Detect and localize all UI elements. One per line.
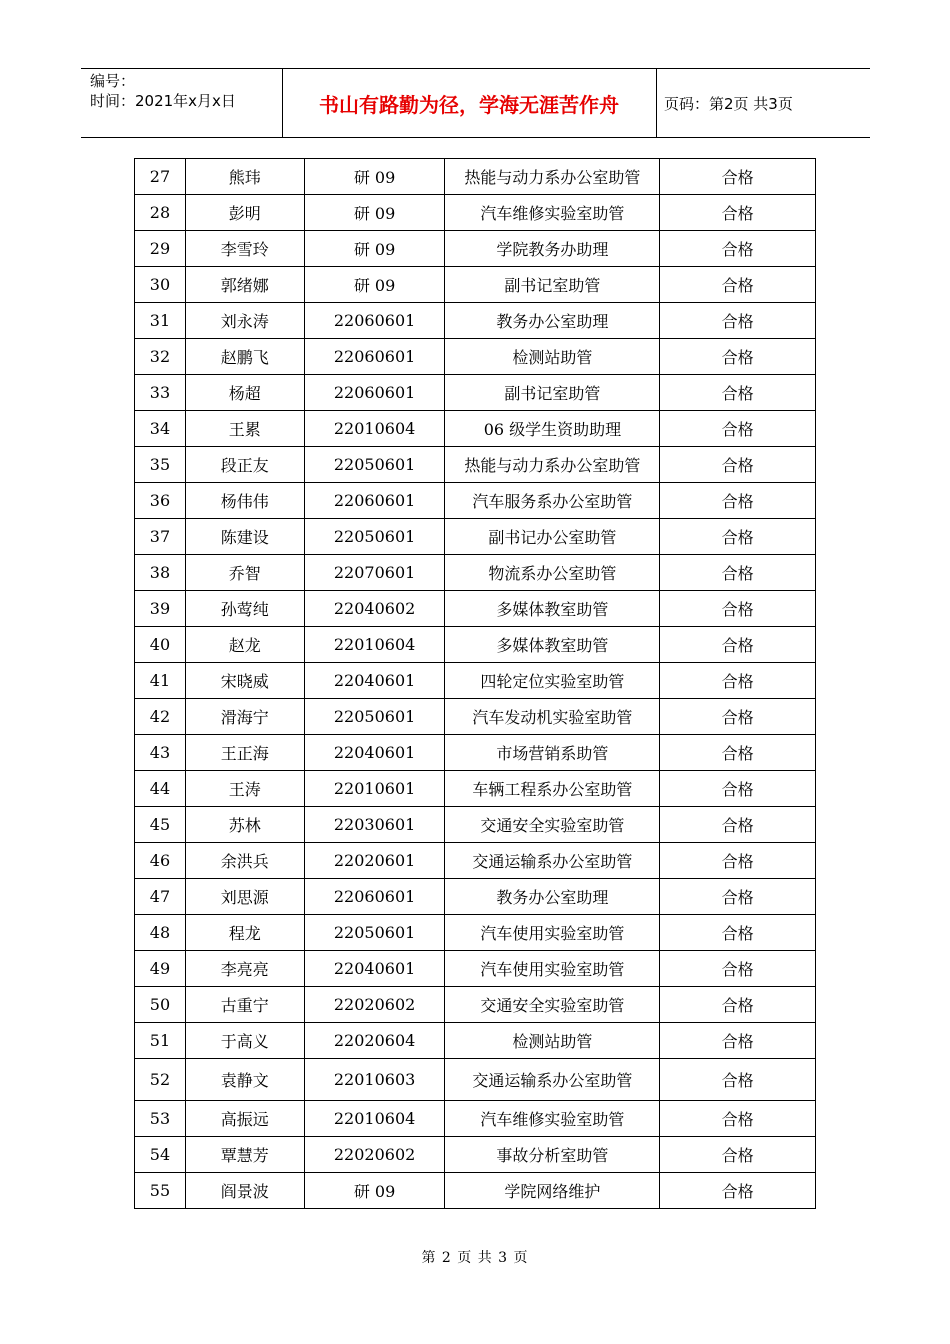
position-cell: 教务办公室助理 bbox=[445, 303, 660, 339]
table-row bbox=[135, 735, 816, 771]
table-row bbox=[135, 339, 816, 375]
table-body bbox=[135, 159, 816, 1209]
position-cell: 汽车发动机实验室助管 bbox=[445, 699, 660, 735]
name-cell: 古重宁 bbox=[185, 987, 304, 1023]
result-cell: 合格 bbox=[660, 1137, 816, 1173]
class-cell: 22040602 bbox=[304, 591, 445, 627]
page-header bbox=[81, 68, 870, 138]
result-cell: 合格 bbox=[660, 519, 816, 555]
row-number-cell: 29 bbox=[135, 231, 186, 267]
table-row bbox=[135, 1101, 816, 1137]
name-cell: 王正海 bbox=[185, 735, 304, 771]
position-cell: 汽车维修实验室助管 bbox=[445, 1101, 660, 1137]
name-cell: 彭明 bbox=[185, 195, 304, 231]
table-row bbox=[135, 159, 816, 195]
name-cell: 刘永涛 bbox=[185, 303, 304, 339]
result-cell: 合格 bbox=[660, 879, 816, 915]
name-cell: 于高义 bbox=[185, 1023, 304, 1059]
result-cell: 合格 bbox=[660, 951, 816, 987]
row-number-cell: 28 bbox=[135, 195, 186, 231]
name-cell: 余洪兵 bbox=[185, 843, 304, 879]
row-number-cell: 41 bbox=[135, 663, 186, 699]
table-row bbox=[135, 987, 816, 1023]
name-cell: 王涛 bbox=[185, 771, 304, 807]
table-row bbox=[135, 1137, 816, 1173]
row-number-cell: 51 bbox=[135, 1023, 186, 1059]
table-row bbox=[135, 627, 816, 663]
name-cell: 杨伟伟 bbox=[185, 483, 304, 519]
position-cell: 学院网络维护 bbox=[445, 1173, 660, 1209]
table-row bbox=[135, 195, 816, 231]
class-cell: 研 09 bbox=[304, 1173, 445, 1209]
table-row bbox=[135, 1173, 816, 1209]
result-cell: 合格 bbox=[660, 1059, 816, 1101]
class-cell: 22050601 bbox=[304, 699, 445, 735]
row-number-cell: 33 bbox=[135, 375, 186, 411]
table-row bbox=[135, 771, 816, 807]
class-cell: 22040601 bbox=[304, 951, 445, 987]
position-cell: 热能与动力系办公室助管 bbox=[445, 447, 660, 483]
class-cell: 22050601 bbox=[304, 915, 445, 951]
class-cell: 22060601 bbox=[304, 375, 445, 411]
page-footer: 第 2 页 共 3 页 bbox=[421, 1250, 529, 1266]
result-cell: 合格 bbox=[660, 231, 816, 267]
class-cell: 22060601 bbox=[304, 303, 445, 339]
position-cell: 多媒体教室助管 bbox=[445, 627, 660, 663]
row-number-cell: 37 bbox=[135, 519, 186, 555]
position-cell: 交通运输系办公室助管 bbox=[445, 843, 660, 879]
table-row bbox=[135, 231, 816, 267]
row-number-cell: 49 bbox=[135, 951, 186, 987]
row-number-cell: 46 bbox=[135, 843, 186, 879]
header-meta bbox=[81, 69, 283, 137]
name-cell: 程龙 bbox=[185, 915, 304, 951]
result-cell: 合格 bbox=[660, 159, 816, 195]
name-cell: 杨超 bbox=[185, 375, 304, 411]
class-cell: 22010604 bbox=[304, 411, 445, 447]
class-cell: 22060601 bbox=[304, 483, 445, 519]
result-cell: 合格 bbox=[660, 987, 816, 1023]
row-number-cell: 43 bbox=[135, 735, 186, 771]
result-cell: 合格 bbox=[660, 267, 816, 303]
result-cell: 合格 bbox=[660, 1023, 816, 1059]
position-cell: 物流系办公室助管 bbox=[445, 555, 660, 591]
class-cell: 22020602 bbox=[304, 1137, 445, 1173]
name-cell: 郭绪娜 bbox=[185, 267, 304, 303]
class-cell: 研 09 bbox=[304, 267, 445, 303]
position-cell: 市场营销系助管 bbox=[445, 735, 660, 771]
class-cell: 22040601 bbox=[304, 663, 445, 699]
row-number-cell: 38 bbox=[135, 555, 186, 591]
position-cell: 热能与动力系办公室助管 bbox=[445, 159, 660, 195]
position-cell: 检测站助管 bbox=[445, 339, 660, 375]
position-cell: 多媒体教室助管 bbox=[445, 591, 660, 627]
class-cell: 22070601 bbox=[304, 555, 445, 591]
table-row bbox=[135, 843, 816, 879]
class-cell: 22050601 bbox=[304, 447, 445, 483]
class-cell: 22010604 bbox=[304, 627, 445, 663]
class-cell: 研 09 bbox=[304, 159, 445, 195]
name-cell: 王累 bbox=[185, 411, 304, 447]
result-cell: 合格 bbox=[660, 915, 816, 951]
table-row bbox=[135, 303, 816, 339]
name-cell: 宋晓威 bbox=[185, 663, 304, 699]
name-cell: 李亮亮 bbox=[185, 951, 304, 987]
name-cell: 覃慧芳 bbox=[185, 1137, 304, 1173]
position-cell: 检测站助管 bbox=[445, 1023, 660, 1059]
name-cell: 孙莺纯 bbox=[185, 591, 304, 627]
table-row bbox=[135, 1023, 816, 1059]
position-cell: 副书记室助管 bbox=[445, 375, 660, 411]
result-cell: 合格 bbox=[660, 303, 816, 339]
result-cell: 合格 bbox=[660, 699, 816, 735]
position-cell: 汽车使用实验室助管 bbox=[445, 951, 660, 987]
table-row bbox=[135, 951, 816, 987]
table-row bbox=[135, 519, 816, 555]
table-row bbox=[135, 483, 816, 519]
document-number-label: 编号： bbox=[90, 72, 136, 90]
result-cell: 合格 bbox=[660, 375, 816, 411]
table-row bbox=[135, 411, 816, 447]
result-cell: 合格 bbox=[660, 1101, 816, 1137]
class-cell: 22010604 bbox=[304, 1101, 445, 1137]
row-number-cell: 55 bbox=[135, 1173, 186, 1209]
row-number-cell: 39 bbox=[135, 591, 186, 627]
class-cell: 研 09 bbox=[304, 195, 445, 231]
name-cell: 袁静文 bbox=[185, 1059, 304, 1101]
table-row bbox=[135, 1059, 816, 1101]
result-cell: 合格 bbox=[660, 735, 816, 771]
result-cell: 合格 bbox=[660, 627, 816, 663]
table-row bbox=[135, 699, 816, 735]
row-number-cell: 42 bbox=[135, 699, 186, 735]
position-cell: 车辆工程系办公室助管 bbox=[445, 771, 660, 807]
class-cell: 22040601 bbox=[304, 735, 445, 771]
position-cell: 06 级学生资助助理 bbox=[445, 411, 660, 447]
name-cell: 滑海宁 bbox=[185, 699, 304, 735]
table-row bbox=[135, 555, 816, 591]
row-number-cell: 36 bbox=[135, 483, 186, 519]
position-cell: 交通安全实验室助管 bbox=[445, 807, 660, 843]
table-row bbox=[135, 267, 816, 303]
result-cell: 合格 bbox=[660, 591, 816, 627]
result-cell: 合格 bbox=[660, 555, 816, 591]
row-number-cell: 34 bbox=[135, 411, 186, 447]
name-cell: 陈建设 bbox=[185, 519, 304, 555]
table-row bbox=[135, 915, 816, 951]
name-cell: 赵鹏飞 bbox=[185, 339, 304, 375]
name-cell: 赵龙 bbox=[185, 627, 304, 663]
class-cell: 22010601 bbox=[304, 771, 445, 807]
position-cell: 副书记办公室助管 bbox=[445, 519, 660, 555]
class-cell: 22010603 bbox=[304, 1059, 445, 1101]
table-row bbox=[135, 807, 816, 843]
position-cell: 事故分析室助管 bbox=[445, 1137, 660, 1173]
position-cell: 教务办公室助理 bbox=[445, 879, 660, 915]
row-number-cell: 53 bbox=[135, 1101, 186, 1137]
row-number-cell: 45 bbox=[135, 807, 186, 843]
row-number-cell: 32 bbox=[135, 339, 186, 375]
row-number-cell: 35 bbox=[135, 447, 186, 483]
position-cell: 交通运输系办公室助管 bbox=[445, 1059, 660, 1101]
position-cell: 四轮定位实验室助管 bbox=[445, 663, 660, 699]
result-cell: 合格 bbox=[660, 771, 816, 807]
class-cell: 研 09 bbox=[304, 231, 445, 267]
position-cell: 学院教务办助理 bbox=[445, 231, 660, 267]
row-number-cell: 47 bbox=[135, 879, 186, 915]
class-cell: 22020601 bbox=[304, 843, 445, 879]
result-cell: 合格 bbox=[660, 483, 816, 519]
row-number-cell: 27 bbox=[135, 159, 186, 195]
document-time-label: 时间：2021年x月x日 bbox=[90, 92, 236, 110]
row-number-cell: 52 bbox=[135, 1059, 186, 1101]
name-cell: 段正友 bbox=[185, 447, 304, 483]
table-row bbox=[135, 591, 816, 627]
name-cell: 刘思源 bbox=[185, 879, 304, 915]
class-cell: 22060601 bbox=[304, 339, 445, 375]
assistant-evaluation-table bbox=[134, 158, 816, 1209]
result-cell: 合格 bbox=[660, 663, 816, 699]
result-cell: 合格 bbox=[660, 447, 816, 483]
class-cell: 22050601 bbox=[304, 519, 445, 555]
row-number-cell: 54 bbox=[135, 1137, 186, 1173]
table-row bbox=[135, 879, 816, 915]
position-cell: 交通安全实验室助管 bbox=[445, 987, 660, 1023]
position-cell: 汽车服务系办公室助管 bbox=[445, 483, 660, 519]
row-number-cell: 44 bbox=[135, 771, 186, 807]
result-cell: 合格 bbox=[660, 807, 816, 843]
result-cell: 合格 bbox=[660, 195, 816, 231]
name-cell: 乔智 bbox=[185, 555, 304, 591]
result-cell: 合格 bbox=[660, 339, 816, 375]
result-cell: 合格 bbox=[660, 411, 816, 447]
row-number-cell: 50 bbox=[135, 987, 186, 1023]
table-row bbox=[135, 447, 816, 483]
result-cell: 合格 bbox=[660, 843, 816, 879]
name-cell: 高振远 bbox=[185, 1101, 304, 1137]
row-number-cell: 31 bbox=[135, 303, 186, 339]
position-cell: 副书记室助管 bbox=[445, 267, 660, 303]
name-cell: 阎景波 bbox=[185, 1173, 304, 1209]
result-cell: 合格 bbox=[660, 1173, 816, 1209]
position-cell: 汽车维修实验室助管 bbox=[445, 195, 660, 231]
class-cell: 22030601 bbox=[304, 807, 445, 843]
row-number-cell: 48 bbox=[135, 915, 186, 951]
table-row bbox=[135, 375, 816, 411]
table-row bbox=[135, 663, 816, 699]
row-number-cell: 40 bbox=[135, 627, 186, 663]
class-cell: 22020602 bbox=[304, 987, 445, 1023]
row-number-cell: 30 bbox=[135, 267, 186, 303]
name-cell: 李雪玲 bbox=[185, 231, 304, 267]
class-cell: 22020604 bbox=[304, 1023, 445, 1059]
name-cell: 熊玮 bbox=[185, 159, 304, 195]
position-cell: 汽车使用实验室助管 bbox=[445, 915, 660, 951]
header-page-info: 页码：第2页 共3页 bbox=[664, 95, 793, 113]
name-cell: 苏林 bbox=[185, 807, 304, 843]
class-cell: 22060601 bbox=[304, 879, 445, 915]
header-motto: 书山有路勤为径，学海无涯苦作舟 bbox=[282, 69, 657, 137]
